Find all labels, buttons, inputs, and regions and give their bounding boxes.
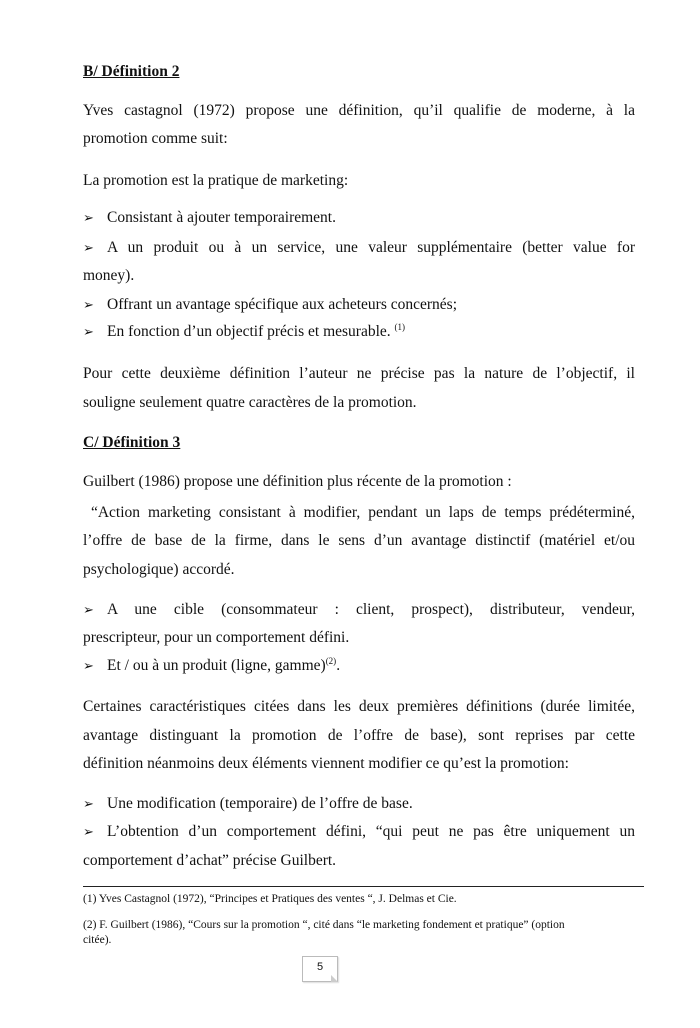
footnote-1: (1) Yves Castagnol (1972), “Principes et Pratiques des ventes “, J. Delmas et Cie. xyxy=(83,893,457,905)
arrow-bullet-icon: ➢ xyxy=(83,240,94,255)
arrow-bullet-icon: ➢ xyxy=(83,796,94,811)
paragraph-line: définition néanmoins deux éléments viennent modifier ce qu’est la promotion: xyxy=(83,755,569,772)
footnote-2: (2) F. Guilbert (1986), “Cours sur la promotion “, cité dans “le marketing fondement et pratique” (option xyxy=(83,919,565,931)
bullet-item: ➢ Et / ou à un produit (ligne, gamme)$^{(2)}$. xyxy=(83,656,341,674)
arrow-bullet-icon: ➢ xyxy=(83,824,94,839)
page-fold-icon xyxy=(331,975,338,982)
bullet-item: ➢ Une modification (temporaire) de l’offre de base. xyxy=(83,795,413,812)
arrow-bullet-icon: ➢ xyxy=(83,602,94,617)
arrow-bullet-icon: ➢ xyxy=(83,658,94,673)
arrow-bullet-icon: ➢ xyxy=(83,210,94,225)
heading-definition-3: C/ Définition 3 xyxy=(83,434,181,451)
paragraph-line: Certaines caractéristiques citées dans les deux premières définitions (durée limitée, xyxy=(83,698,635,715)
bullet-item: ➢ L’obtention d’un comportement défini, “qui peut ne pas être uniquement un xyxy=(83,823,635,840)
arrow-bullet-icon: ➢ xyxy=(83,324,94,339)
quote-line: l’offre de base de la firme, dans le sens d’un avantage distinctif (matériel et/ou xyxy=(83,532,635,549)
paragraph-line: souligne seulement quatre caractères de la promotion. xyxy=(83,394,417,411)
footnote-ref: (1) xyxy=(394,322,406,332)
paragraph-line: Guilbert (1986) propose une définition plus récente de la promotion : xyxy=(83,473,512,490)
quote-line: “Action marketing consistant à modifier, pendant un laps de temps prédéterminé, xyxy=(83,504,635,521)
bullet-item: ➢ En fonction d’un objectif précis et mesurable. $^{(1)}$ xyxy=(83,322,406,340)
footnote-separator xyxy=(83,886,644,887)
bullet-item: ➢ A une cible (consommateur : client, prospect), distributeur, vendeur, xyxy=(83,601,635,618)
paragraph-line: avantage distinguant la promotion de l’offre de base), sont reprises par cette xyxy=(83,727,635,744)
paragraph-line: prescripteur, pour un comportement défini. xyxy=(83,629,350,646)
heading-definition-2: B/ Définition 2 xyxy=(83,63,180,80)
page-number-box xyxy=(302,956,338,982)
bullet-item: ➢ Consistant à ajouter temporairement. xyxy=(83,209,336,226)
quote-line: psychologique) accordé. xyxy=(83,561,235,578)
arrow-bullet-icon: ➢ xyxy=(83,297,94,312)
page-number: 5 xyxy=(316,961,324,973)
paragraph-line: Pour cette deuxième définition l’auteur ne précise pas la nature de l’objectif, il xyxy=(83,365,635,382)
paragraph-line: promotion comme suit: xyxy=(83,130,228,147)
footnote-ref: (2) xyxy=(325,656,337,666)
bullet-item: ➢ Offrant un avantage spécifique aux acheteurs concernés; xyxy=(83,296,458,313)
footnote-2-continued: citée). xyxy=(83,934,112,946)
paragraph-line: comportement d’achat” précise Guilbert. xyxy=(83,852,337,869)
paragraph-line: La promotion est la pratique de marketing: xyxy=(83,172,349,189)
paragraph-line: money). xyxy=(83,267,135,284)
paragraph-line: Yves castagnol (1972) propose une définition, qu’il qualifie de moderne, à la xyxy=(83,102,635,119)
bullet-item: ➢ A un produit ou à un service, une valeur supplémentaire (better value for xyxy=(83,239,635,256)
